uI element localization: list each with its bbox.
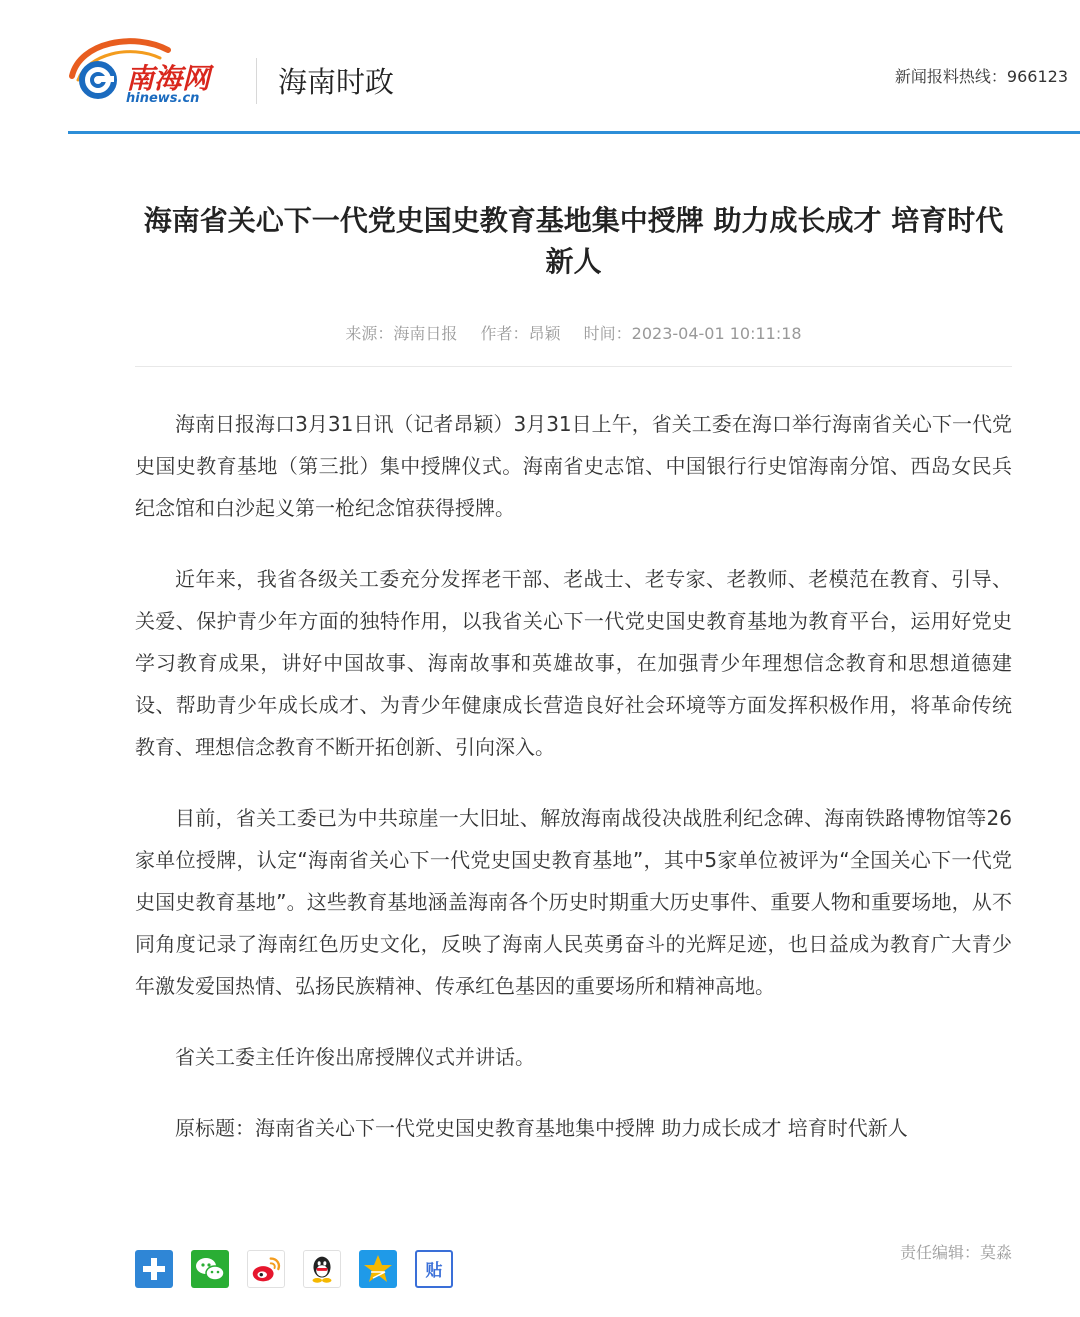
- share-tieba-button[interactable]: [415, 1250, 453, 1288]
- tieba-icon: [417, 1252, 451, 1286]
- meta-divider: [135, 366, 1012, 367]
- share-weibo-button[interactable]: [247, 1250, 285, 1288]
- share-qq-button[interactable]: [303, 1250, 341, 1288]
- news-hotline: [895, 66, 1068, 88]
- article-paragraph: 省关工委主任许俊出席授牌仪式并讲话。: [175, 1045, 535, 1069]
- meta-author: [481, 324, 561, 343]
- meta-time: [584, 324, 802, 343]
- meta-source: [345, 324, 457, 343]
- site-logo[interactable]: [68, 36, 240, 106]
- meta-source-label: 来源：: [345, 324, 394, 343]
- meta-author-value: 昂颖: [528, 324, 561, 343]
- tieba-icon-label: 贴: [425, 1261, 443, 1281]
- qq-icon: [304, 1250, 340, 1288]
- share-qzone-button[interactable]: [359, 1250, 397, 1288]
- section-name[interactable]: 海南时政: [278, 65, 395, 99]
- logo-en-text: hinews.cn: [126, 91, 200, 106]
- logo-cn-text: 南海网: [126, 62, 211, 95]
- article-paragraph: 目前，省关工委已为中共琼崖一大旧址、解放海南战役决战胜利纪念碑、海南铁路博物馆等26家单位授牌，认定“海南省关心下一代党史国史教育基地”，其中5家单位被评为“全国关心下一代党史国史教育基地”。这些教育基地涵盖海南各个历史时期重大历史事件、重要人物和重要场地，从不同角度记录了海南红色历史文化，反映了海南人民英勇奋斗的光辉足迹，也日益成为教育广大青少年激发爱国热情、弘扬民族精神、传承红色基因的重要场所和精神高地。: [135, 806, 1012, 998]
- meta-author-label: 作者：: [480, 324, 529, 343]
- hinews-logo-icon: [68, 36, 240, 106]
- meta-time-label: 时间：: [583, 324, 632, 343]
- editor-label: 责任编辑：: [899, 1243, 980, 1262]
- share-wechat-button[interactable]: [191, 1250, 229, 1288]
- meta-time-value: 2023-04-01 10:11:18: [631, 324, 802, 343]
- hotline-label: 新闻报料热线：: [894, 67, 1007, 86]
- hotline-number: 966123: [1006, 67, 1068, 86]
- article-paragraph: 原标题：海南省关心下一代党史国史教育基地集中授牌 助力成长成才 培育时代新人: [175, 1116, 908, 1140]
- meta-source-value: 海南日报: [393, 324, 458, 343]
- article-title: 海南省关心下一代党史国史教育基地集中授牌 助力成长成才 培育时代新人: [143, 204, 1004, 278]
- article-meta: [135, 322, 1012, 346]
- logo-divider: [256, 58, 257, 104]
- qzone-icon: [359, 1250, 397, 1288]
- plus-icon: [135, 1250, 173, 1288]
- wechat-icon: [191, 1250, 229, 1288]
- article-paragraph: 海南日报海口3月31日讯（记者昂颖）3月31日上午，省关工委在海口举行海南省关心下一代党史国史教育基地（第三批）集中授牌仪式。海南省史志馆、中国银行行史馆海南分馆、西岛女民兵纪念馆和白沙起义第一枪纪念馆获得授牌。: [135, 412, 1012, 520]
- weibo-icon: [248, 1250, 284, 1288]
- site-header: [68, 0, 1080, 134]
- article-paragraph: 近年来，我省各级关工委充分发挥老干部、老战士、老专家、老教师、老模范在教育、引导、关爱、保护青少年方面的独特作用，以我省关心下一代党史国史教育基地为教育平台，运用好党史学习教育成果，讲好中国故事、海南故事和英雄故事，在加强青少年理想信念教育和思想道德建设、帮助青少年成长成才、为青少年健康成长营造良好社会环境等方面发挥积极作用，将革命传统教育、理想信念教育不断开拓创新、引向深入。: [135, 567, 1012, 759]
- share-bar: [135, 1250, 453, 1288]
- share-more-button[interactable]: [135, 1250, 173, 1288]
- responsible-editor: [900, 1241, 1012, 1265]
- article-body: [135, 403, 1012, 1178]
- editor-name: 莫淼: [979, 1243, 1012, 1262]
